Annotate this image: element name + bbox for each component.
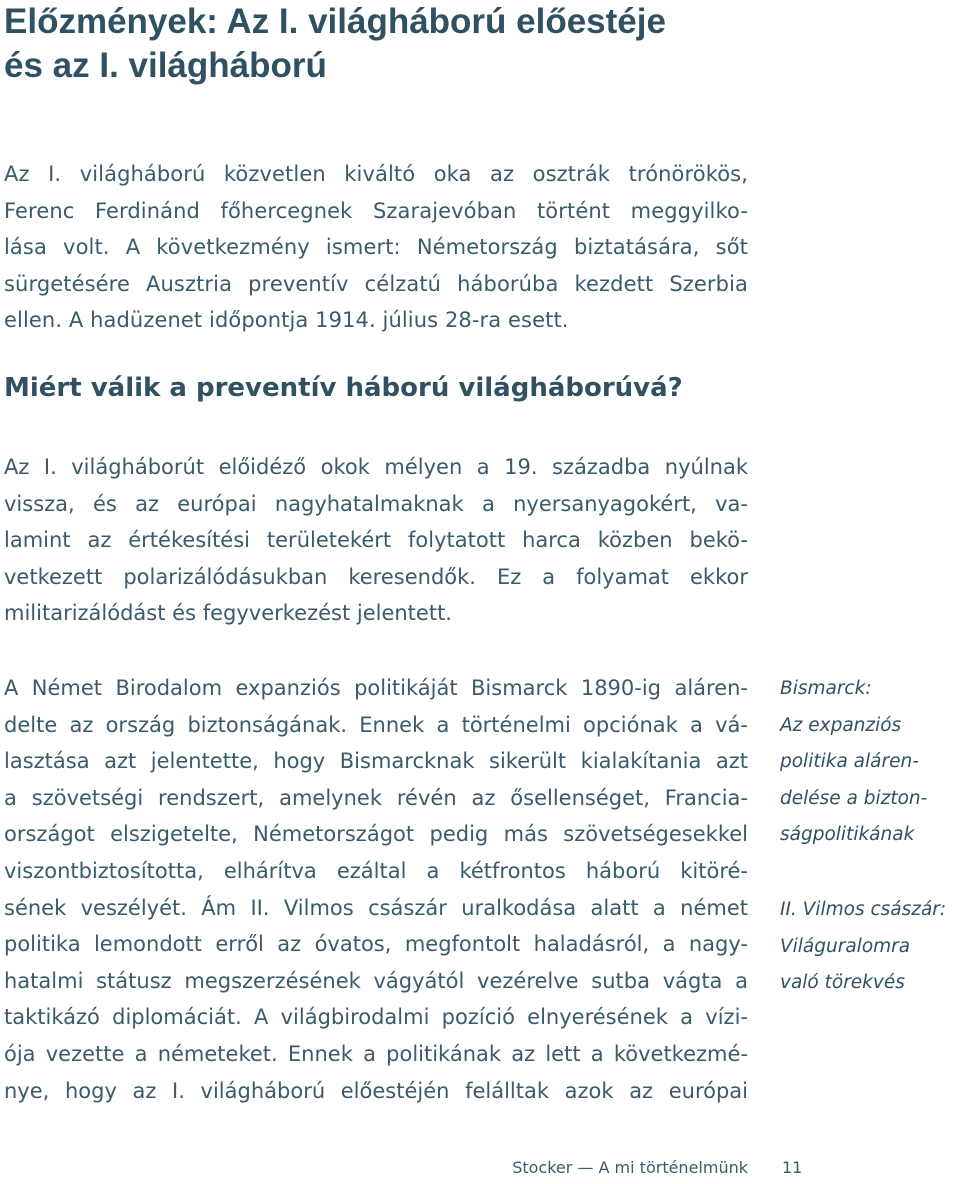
text-line: nye, hogy az I. világháború előestéjén felálltak azok az európai [4,1078,748,1103]
sidenote-wilhelm [780,892,960,1002]
text-line: viszontbiztosította, elhárítva ezáltal a kétfrontos háború kitöré- [4,858,748,883]
title-line: Előzmények: Az I. világháború előestéje [4,2,666,41]
text-line: ellen. A hadüzenet időpontja 1914. július 28-ra esett. [4,308,569,332]
text-line: Az I. világháborút előidéző okok mélyen a 19. századba nyúlnak [4,455,748,479]
text-line: lása volt. A következmény ismert: Németország biztatására, sőt [4,235,748,259]
title-line: és az I. világháború [4,46,327,85]
page-footer [0,1158,960,1184]
text-line: militarizálódást és fegyverkezést jelentett. [4,601,452,625]
sidenote-line: Bismarck: [780,678,872,699]
text-line: delte az ország biztonságának. Ennek a történelmi opciónak a vá- [4,712,748,737]
section-heading: Miért válik a preventív háború világháborúvá? [4,373,683,403]
text-line: hatalmi státusz megszerzésének vágyától vezérelve sutba vágta a [4,968,748,993]
text-line: ója vezette a németeket. Ennek a politikának az lett a következmé- [4,1041,748,1066]
text-line: Ferenc Ferdinánd főhercegnek Szarajevóban történt meggyilko- [4,198,748,223]
sidenote-line: Az expanziós [780,714,902,736]
page-title [4,0,764,88]
page-number: 11 [782,1158,803,1177]
paragraph-intro [4,156,748,339]
sidenote-bismarck [780,671,960,854]
sidenote-line: ságpolitikának [780,824,915,846]
sidenote-line: való törekvés [780,972,905,994]
sidenote-line: delése a bizton- [780,787,928,809]
text-line: sének veszélyét. Ám II. Vilmos császár uralkodása alatt a német [4,895,748,920]
footer-publication: Stocker — A mi történelmünk [512,1158,748,1177]
sidenote-line: II. Vilmos császár: [780,899,947,920]
text-line: vissza, és az európai nagyhatalmaknak a nyersanyagokért, va- [4,491,748,516]
text-line: lasztása azt jelentette, hogy Bismarcknak sikerült kialakítania azt [4,749,748,774]
text-line: lamint az értékesítési területekért folytatott harca közben bekö- [4,528,748,552]
text-line: taktikázó diplomáciát. A világbirodalmi pozíció elnyerésének a vízi- [4,1005,748,1030]
text-line: politika lemondott erről az óvatos, megfontolt haladásról, a nagy- [4,932,748,957]
text-line: sürgetésére Ausztria preventív célzatú háborúba kezdett Szerbia [4,271,748,296]
text-line: a szövetségi rendszert, amelynek révén az ősellenséget, Francia- [4,785,748,810]
sidenote-line: Világuralomra [780,935,911,957]
text-line: Az I. világháború közvetlen kiváltó oka az osztrák trónörökös, [4,162,748,186]
sidenote-line: politika aláren- [780,751,919,773]
text-line: A Német Birodalom expanziós politikáját Bismarck 1890-ig aláren- [4,676,748,700]
paragraph-german-empire [4,670,748,1109]
paragraph-causes [4,449,748,632]
text-line: vetkezett polarizálódásukban keresendők. Ez a folyamat ekkor [4,564,748,589]
text-line: országot elszigetelte, Németországot pedig más szövetségesekkel [4,822,748,847]
